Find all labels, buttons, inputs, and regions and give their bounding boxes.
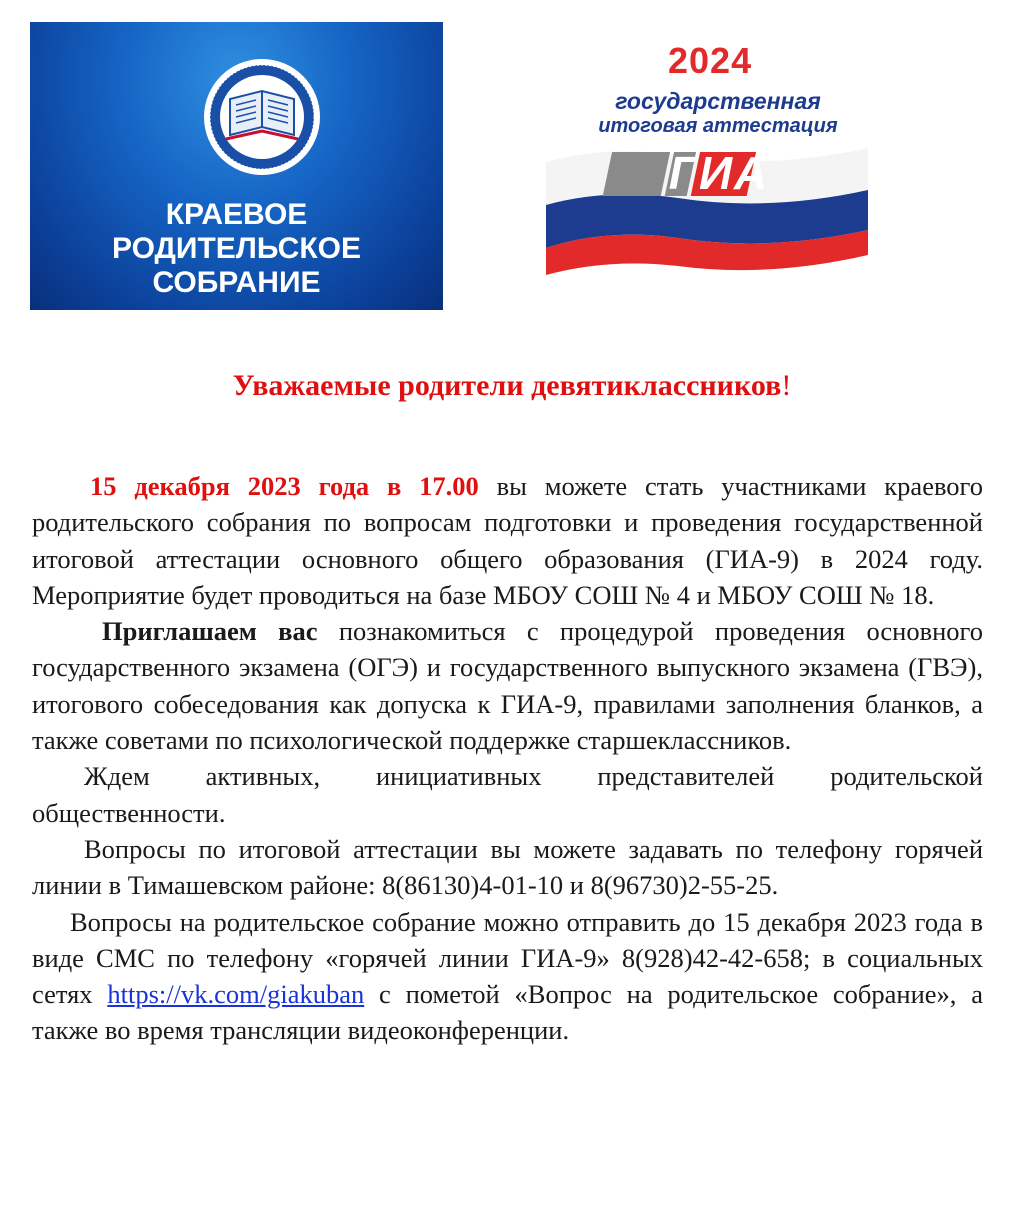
paragraph-hotline [32, 831, 983, 904]
paragraph-text: вы можете стать участниками краевого родительского собрания по вопросам подготовки и проведения государственной итоговой аттестации основного общего образования (ГИА-9) в 2024 году. Мероприятие будет проводиться на базе МБОУ СОШ № 4 и МБОУ СОШ № 18. [32, 471, 984, 610]
ministry-book-emblem-icon [202, 57, 322, 177]
announcement-body [32, 468, 983, 1049]
paragraph-text: Вопросы по итоговой аттестации вы можете задавать по телефону горячей линии в Тимашевском районе: 8(86130)4-01-10 и 8(96730)2-55-25. [32, 833, 983, 901]
page-title-mark: ! [781, 369, 792, 402]
banner-left-title [30, 198, 443, 300]
paragraph-questions [32, 904, 983, 1049]
banner-left-line: СОБРАНИЕ [152, 266, 321, 299]
vk-link[interactable]: https://vk.com/giakuban [107, 979, 365, 1010]
regional-parent-meeting-banner [30, 22, 443, 310]
gia-year: 2024 [668, 40, 753, 81]
paragraph-invitation [32, 613, 983, 758]
paragraph-text: Ждем активных, инициативных представителей родительской общественности. [32, 761, 983, 828]
gia-title-line2: итоговая аттестация [598, 115, 838, 137]
gia-abbr: ГИА [668, 147, 770, 199]
paragraph-text: Вопросы на родительское собрание можно отправить до 15 декабря 2023 года в виде СМС по телефону «горячей линии ГИА-9» 8(928)42-42-658; в социальных сетях [32, 906, 983, 1010]
meeting-date: 15 декабря 2023 года в 17.00 [90, 471, 479, 501]
gia-2024-banner [538, 30, 878, 275]
page-title [0, 366, 1024, 406]
invitation-bold: Приглашаем вас [102, 616, 318, 647]
gia-title-line1: государственная [615, 88, 821, 114]
paragraph-text: познакомиться с процедурой проведения основного государственного экзамена (ОГЭ) и государственного выпускного экзамена (ГВЭ), итогового собеседования как допуска к ГИА-9, правилами заполнения бланков, а также советами по психологической поддержке старшеклассников. [32, 616, 983, 756]
paragraph-call-to-parents [32, 758, 983, 831]
page-title-text: Уважаемые родители девятиклассников [232, 369, 782, 402]
banner-left-line: КРАЕВОЕ [165, 198, 308, 231]
paragraph-meeting-date [32, 468, 983, 613]
banner-left-line: РОДИТЕЛЬСКОЕ [111, 232, 361, 265]
paragraph-text: с пометой «Вопрос на родительское собрание», а также во время трансляции видеоконференции. [32, 979, 983, 1046]
